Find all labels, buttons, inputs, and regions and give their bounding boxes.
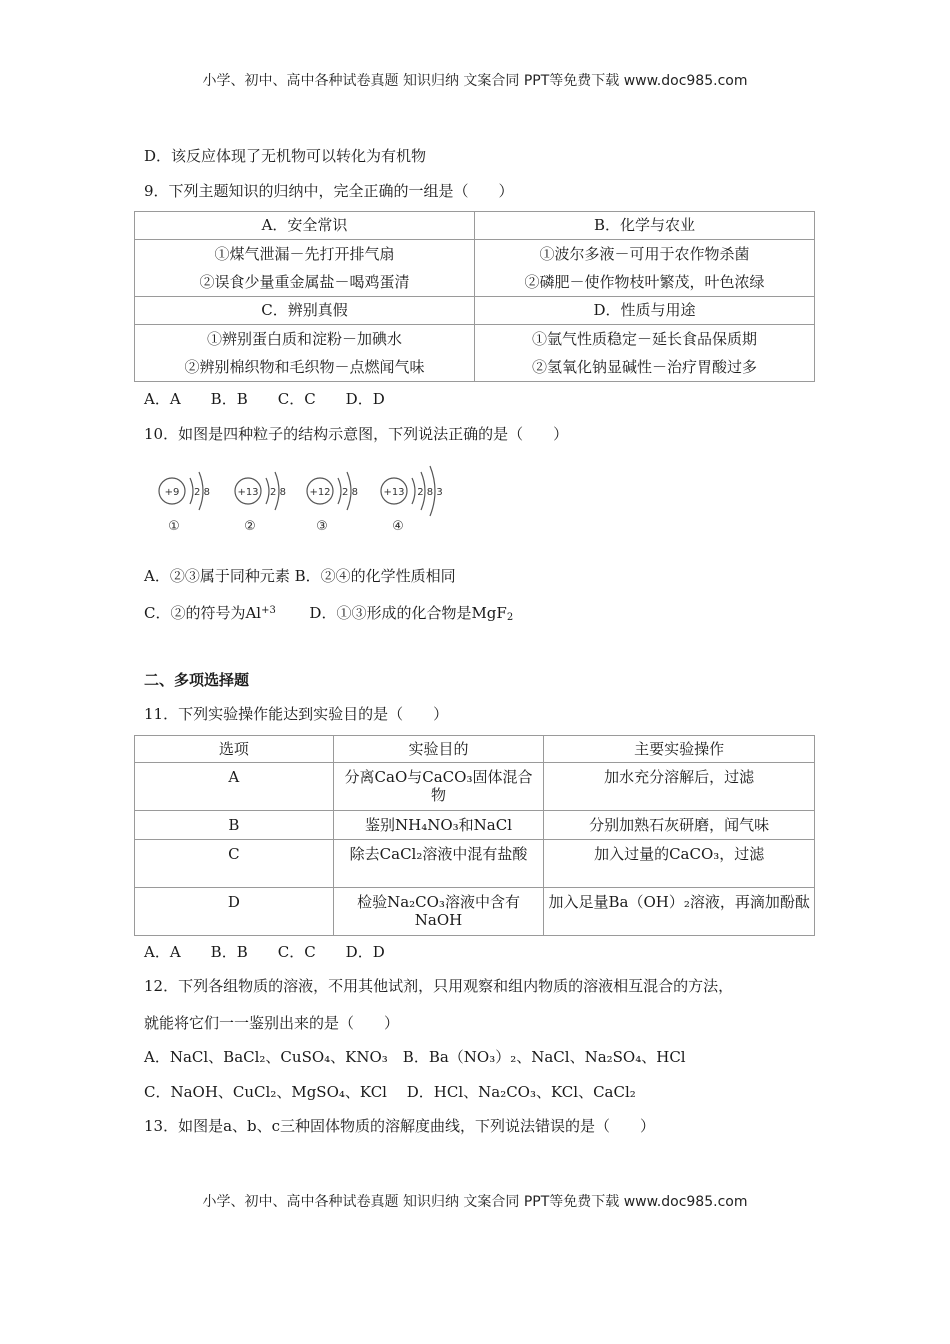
- q10-options-ab: [144, 566, 456, 586]
- q9-table: [134, 211, 815, 382]
- q10-option-b: B．②④的化学性质相同: [294, 567, 456, 585]
- q11-row-a-purpose: 分离CaO与CaCO₃固体混合物: [333, 763, 544, 811]
- q9-cell-a-title: A．安全常识: [135, 212, 475, 240]
- atom-3-nucleus: +12: [309, 487, 331, 498]
- atom-4-nucleus: +13: [383, 487, 405, 498]
- q12-stem-line-1: 12．下列各组物质的溶液，不用其他试剂，只用观察和组内物质的溶液相互混合的方法，: [144, 977, 734, 995]
- atom-structure-figure: [144, 456, 464, 536]
- table-row: [135, 840, 815, 888]
- q9-d-item-2: ②氢氧化钠显碱性－治疗胃酸过多: [531, 358, 757, 376]
- q9-c-item-1: ①辨别蛋白质和淀粉－加碘水: [206, 330, 402, 348]
- q9-d-item-1: ①氩气性质稳定－延长食品保质期: [531, 330, 757, 348]
- q11-options: A．A B．B C．C D．D: [144, 943, 385, 961]
- q11-row-a-option: A: [135, 763, 334, 811]
- q12-stem-line-2: 就能将它们一一鉴别出来的是（ ）: [144, 1014, 400, 1032]
- atom-4-shells: 2 8 3: [417, 487, 443, 498]
- atom-diagram-3: [307, 472, 358, 534]
- q10-options-cd: [144, 601, 513, 628]
- q9-cell-b-items: [474, 240, 814, 297]
- q13-stem: 13．如图是a、b、c三种固体物质的溶解度曲线，下列说法错误的是（ ）: [144, 1117, 656, 1135]
- section-title-multiple-choice: 二、多项选择题: [144, 671, 250, 689]
- q10-option-d: D．①③形成的化合物是MgF$_2$: [309, 604, 514, 623]
- q10-option-c: C．②的符号为$Al^{+3}$: [144, 604, 276, 622]
- q11-row-d-option: D: [135, 888, 334, 936]
- q11-header-purpose: 实验目的: [333, 736, 544, 763]
- atom-1-nucleus: +9: [164, 487, 180, 498]
- q9-b-item-2: ②磷肥－使作物枝叶繁茂，叶色浓绿: [524, 273, 765, 291]
- q9-cell-d-items: [474, 325, 814, 382]
- q9-c-item-2: ②辨别棉织物和毛织物－点燃闻气味: [184, 358, 425, 376]
- atom-4-label: ④: [392, 519, 404, 534]
- q9-cell-c-title: C．辨别真假: [135, 297, 475, 325]
- q11-row-d-operation: 加入足量Ba（OH）₂溶液，再滴加酚酞: [544, 888, 815, 936]
- atom-2-shells: 2 8: [270, 487, 286, 498]
- q9-options: A．A B．B C．C D．D: [144, 390, 385, 408]
- q12-options-cd: C．NaOH、CuCl₂、MgSO₄、KCl D．HCl、Na₂CO₃、KCl、CaCl₂: [144, 1083, 636, 1101]
- atom-diagram-4: [381, 466, 443, 534]
- atom-1-label: ①: [168, 519, 180, 534]
- q11-row-b-option: B: [135, 811, 334, 840]
- q11-row-c-operation: 加入过量的CaCO₃，过滤: [544, 840, 815, 888]
- q9-stem: 9．下列主题知识的归纳中，完全正确的一组是（ ）: [144, 182, 514, 200]
- q9-b-item-1: ①波尔多液－可用于农作物杀菌: [539, 245, 750, 263]
- atom-diagram-2: [235, 472, 286, 534]
- q9-a-item-1: ①煤气泄漏－先打开排气扇: [214, 245, 395, 263]
- q10-stem: 10．如图是四种粒子的结构示意图，下列说法正确的是（ ）: [144, 425, 569, 443]
- q11-row-c-purpose: 除去CaCl₂溶液中混有盐酸: [333, 840, 544, 888]
- page-header: 小学、初中、高中各种试卷真题 知识归纳 文案合同 PPT等免费下载 www.doc985.com: [202, 73, 748, 89]
- q10-option-a: A．②③属于同种元素: [144, 567, 290, 585]
- q11-row-b-purpose: 鉴别NH₄NO₃和NaCl: [333, 811, 544, 840]
- q11-header-option: 选项: [135, 736, 334, 763]
- q11-row-a-operation: 加水充分溶解后，过滤: [544, 763, 815, 811]
- q11-row-b-operation: 分别加熟石灰研磨，闻气味: [544, 811, 815, 840]
- q11-row-c-option: C: [135, 840, 334, 888]
- q9-cell-a-items: [135, 240, 475, 297]
- atom-2-nucleus: +13: [237, 487, 259, 498]
- table-row: [135, 811, 815, 840]
- q11-header-operation: 主要实验操作: [544, 736, 815, 763]
- atom-1-shells: 2 8: [194, 487, 210, 498]
- q9-cell-c-items: [135, 325, 475, 382]
- q9-cell-d-title: D．性质与用途: [474, 297, 814, 325]
- q9-cell-b-title: B．化学与农业: [474, 212, 814, 240]
- q11-row-d-purpose: 检验Na₂CO₃溶液中含有NaOH: [333, 888, 544, 936]
- q8-option-d: D．该反应体现了无机物可以转化为有机物: [144, 147, 427, 165]
- atom-diagram-1: [159, 472, 210, 534]
- q12-options-ab: A．NaCl、BaCl₂、CuSO₄、KNO₃ B．Ba（NO₃）₂、NaCl、Na₂SO₄、HCl: [144, 1048, 686, 1066]
- q9-a-item-2: ②误食少量重金属盐－喝鸡蛋清: [199, 273, 410, 291]
- atom-3-label: ③: [316, 519, 328, 534]
- table-row: [135, 763, 815, 811]
- q11-stem: 11．下列实验操作能达到实验目的是（ ）: [144, 705, 449, 723]
- q11-table: [134, 735, 815, 936]
- page-footer: 小学、初中、高中各种试卷真题 知识归纳 文案合同 PPT等免费下载 www.doc985.com: [202, 1194, 748, 1210]
- atom-3-shells: 2 8: [342, 487, 358, 498]
- table-row: [135, 888, 815, 936]
- atom-2-label: ②: [244, 519, 256, 534]
